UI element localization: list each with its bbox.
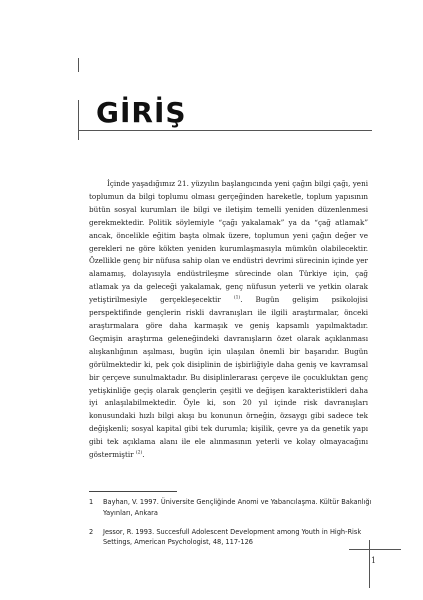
footnote-number: 1 — [89, 498, 94, 506]
footnote-list — [89, 497, 373, 556]
crop-mark-title — [78, 100, 79, 140]
crop-mark-top — [78, 58, 79, 72]
title-rule — [78, 130, 372, 131]
footnote-item — [89, 497, 373, 519]
footnote-text: Bayhan, V. 1997. Üniversite Gençliğinde Anomi ve Yabancılaşma. Kültür Bakanlığı Yayınları, Ankara — [103, 498, 372, 517]
footnote-ref-1[interactable]: (1) — [233, 295, 241, 301]
paragraph-text: İçinde yaşadığımız 21. yüzyılın başlangıcında yeni çağın bilgi çağı, yeni toplumun da bilgi toplumu olması gerçeğinden hareketle, toplum yapısının bütün sosyal kurumları ile bilgi ve iletişim temelli yeniden düzenlenmesi gerekmektedir. Politik söylemiyle “çağı yakalamak” ya da “çağ atlamak” ancak, öncelikle eğitim başta olmak üzere, toplumun yeni çağın değer ve gerekleri ne göre kökten yeniden kurumlaşmasıyla mümkün olabilecektir. Özellikle genç bir nüfusa sahip olan ve endüstri devrimi sürecinin içinde yer alamamış, dolayısıyla endüstrileşme sürecinde olan Türkiye için, çağ atlamak ya da geleceği yakalamak, genç nüfusun yeterli ve yetkin olarak yetiştirilmesiyle gerçekleşecektir — [89, 179, 368, 305]
footnote-item — [89, 527, 373, 549]
page-number: 1 — [371, 556, 377, 565]
footnote-divider — [89, 491, 177, 492]
footnote-ref-2[interactable]: (2) — [135, 450, 143, 456]
paragraph-end: . — [142, 450, 145, 460]
footnote-number: 2 — [89, 527, 94, 536]
chapter-title: GİRİŞ — [96, 96, 187, 129]
footnote-text: Jessor, R. 1993. Succesfull Adolescent Development among Youth in High-Risk Settings, American Psychologist, 48, 117-126 — [103, 527, 362, 547]
body-paragraph — [89, 178, 368, 462]
paragraph-text-cont: . Bugün gelişim psikolojisi perspektifinde gençlerin riskli davranışları ile ilgili araştırmalar, önceki araştırmalara göre daha karmaşık ve geniş kapsamlı yapılmaktadır. Geçmişin araştırma geleneğindeki davranışların özet olarak açıklanması alışkanlığının aşılması, bugün için ulaşılan önemli bir başarıdır. Bugün görülmektedir ki, pek çok disiplinin de işbirliğiyle daha geniş ve kavramsal bir çerçeve sunulmaktadır. Bu disiplinlerarası çerçeve ile çocukluktan genç yetişkinliğe geçiş olarak gençlerin çeşitli ve değişen karakteristikleri daha iyi anlaşılabilmektedir. Öyle ki, son 20 yıl içinde risk davranışları konusundaki hızlı bilgi akışı bu konunun örneğin, özsaygı gibi sadece tek değişkenli; sosyal kapital gibi tek durumla; kişilik, çevre ya da genetik yapı gibi tek açıklama alanı ile ele alınmasının yeterli ve kolay olmayacağını göstermiştir — [89, 295, 368, 460]
